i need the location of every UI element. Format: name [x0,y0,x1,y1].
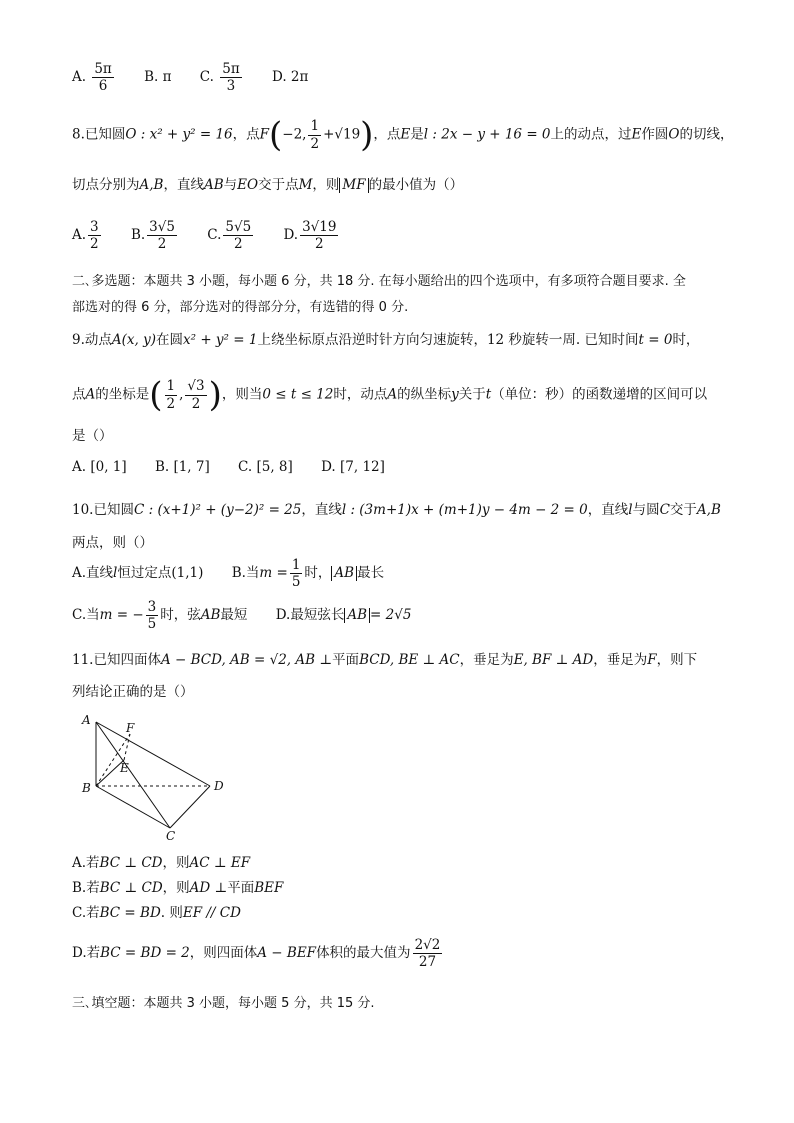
q8-option-c: C. $\frac{5√5}{2}$ [207,219,252,253]
q10-options-ab [72,558,408,589]
q9-option-c: C. [5, 8] [238,459,293,475]
q9-option-b: B. [1, 7] [154,459,210,475]
section-2-heading-line-1: 二､多选题：本题共 3 小题，每小题 6 分，共 18 分. 在每小题给出的四个选项中，有多项符合题目要求. 全 [72,274,686,289]
segment-bf [96,734,130,786]
q8-options [72,220,364,251]
edge-ad [96,722,210,786]
q8-option-a: A. $\frac{3}{2}$ [72,219,99,253]
tetrahedron-figure [80,712,240,842]
q11-option-a: A.若BC ⊥ CD，则AC ⊥ EF [72,855,251,871]
q10-option-a: A.直线l恒过定点(1,1) [72,565,204,582]
q9-line-1: 9.动点A(x, y)在圆x² + y² = 1上绕坐标原点沿逆时针方向匀速旋转，12 秒旋转一周. 已知时间t = 0时， [72,332,700,348]
q11-option-b: B.若BC ⊥ CD，则AD ⊥平面BEF [72,880,284,896]
vertex-label-d: D [214,779,224,793]
vertex-label-f: F [126,721,135,735]
q10-option-b: B.当m = $\frac{1}{5}$ 时， AB 最长 [231,557,385,591]
q7-option-d: D. 2π [272,69,309,86]
q7-option-b: B. π [144,69,172,86]
vertex-label-b: B [82,781,91,795]
q8-option-d: D. $\frac{3√19}{2}$ [283,219,337,253]
q10-line-2: 两点，则（） [72,535,153,551]
q11-line-2: 列结论正确的是（） [72,684,194,700]
q9-options [72,459,409,475]
fraction: $\frac{5\pi}{3}$ [222,61,240,95]
q9-line-2: 点A的坐标是( $\frac{1}{2}$ , $\frac{√3}{2}$ )，则当0 ≤ t ≤ 12时，动点A的纵坐标y关于t（单位：秒）的函数递增的区间可以 [72,375,708,415]
section-3-heading: 三､填空题：本题共 3 小题，每小题 5 分，共 15 分. [72,996,375,1011]
vertex-label-a: A [82,713,91,727]
q10-options-cd [72,600,435,631]
q10-line-1: 10.已知圆C : (x+1)² + (y−2)² = 25，直线l : (3m+1)x + (m+1)y − 4m − 2 = 0，直线l与圆C交于A,B [72,502,721,518]
q8-line-1: 8.已知圆O : x² + y² = 16，点F(−2, $\frac{1}{2}$ +√19)，点E是l : 2x − y + 16 = 0上的动点，过E作圆O的切线， [72,115,734,155]
vertex-label-e: E [120,761,129,775]
q8-line-2: 切点分别为A,B，直线AB与EO交于点M，则 MF 的最小值为（） [72,177,464,193]
fraction: $\frac{5\pi}{6}$ [94,61,112,95]
q11-option-c: C.若BC = BD. 则EF // CD [72,905,241,921]
q7-option-a: A. $\frac{5\pi}{6}$ [72,61,112,95]
q9-option-d: D. [7, 12] [321,459,385,475]
q10-option-c: C.当m = − $\frac{3}{5}$ 时，弦AB最短 [72,599,248,633]
edge-bc [96,786,170,828]
q8-option-b: B. $\frac{3√5}{2}$ [130,219,175,253]
q9-option-a: A. [0, 1] [72,459,127,475]
vertex-label-c: C [166,829,176,842]
q9-line-3: 是（） [72,428,113,444]
q10-option-d: D.最短弦长 AB = 2√5 [275,607,412,624]
edge-ac [96,722,170,828]
q11-option-d: D.若BC = BD = 2，则四面体A − BEF体积的最大值为 $\frac{2√2}{27}$ [72,937,441,971]
fraction: $\frac{1}{2}$ [310,118,320,152]
q7-options [72,62,332,93]
section-2-heading-line-2: 部选对的得 6 分，部分选对的得部分分，有选错的得 0 分. [72,300,409,315]
edge-cd [170,786,210,828]
q11-line-1: 11.已知四面体A − BCD, AB = √2, AB ⊥平面BCD, BE ⊥ AC，垂足为E, BF ⊥ AD，垂足为F，则下 [72,652,698,668]
q7-option-c: C. $\frac{5\pi}{3}$ [199,61,240,95]
